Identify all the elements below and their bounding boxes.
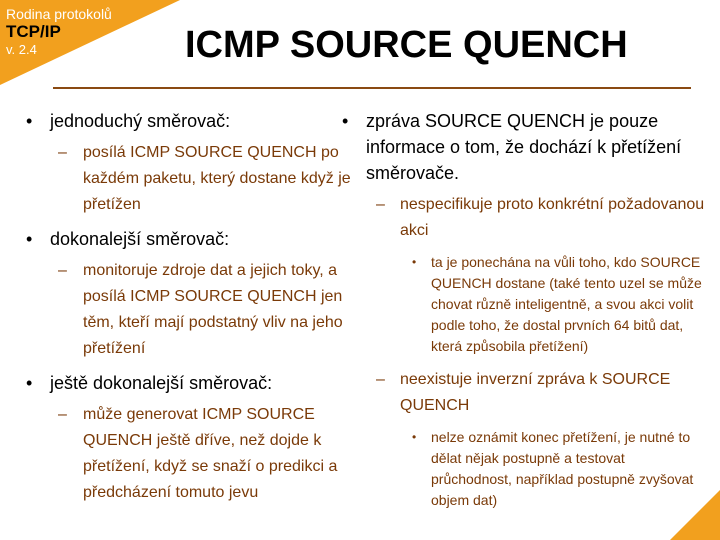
- dash-marker: –: [58, 144, 67, 161]
- sub-bullet-text: posílá ICMP SOURCE QUENCH po každém paketu, který dostane když je přetížen: [83, 144, 351, 213]
- sub-bullet: [22, 140, 362, 218]
- bullet-simple-router: [22, 108, 362, 134]
- dash-marker: –: [376, 371, 385, 388]
- sub-sub-bullet-text: ta je ponechána na vůli toho, kdo SOURCE QUENCH dostane (také tento uzel se může chovat různě inteligentně, a svou akci volit podle toho, že dostal prvních 64 bitů dat, která způsobila přetížení): [431, 254, 702, 354]
- sub-sub-bullet: [338, 252, 708, 357]
- slide-title: ICMP SOURCE QUENCH: [185, 24, 628, 66]
- sub-bullet: [338, 192, 708, 244]
- sub-sub-bullet-text: nelze oznámit konec přetížení, je nutné to dělat nějak postupně a testovat průchodnost, například postupně zvyšovat objem dat): [431, 429, 694, 508]
- bullet-marker: •: [412, 430, 417, 444]
- bullet-better-router: [22, 226, 362, 252]
- topic-label: TCP/IP: [6, 22, 61, 41]
- sub-bullet: [22, 258, 362, 362]
- bullet-marker: •: [26, 229, 33, 249]
- bullet-text: jednoduchý směrovač:: [50, 111, 231, 131]
- bullet-source-quench-message: [338, 108, 708, 186]
- sub-sub-bullet: [338, 427, 708, 511]
- bullet-text: ještě dokonalejší směrovač:: [50, 373, 273, 393]
- version-label: v. 2.4: [6, 42, 37, 57]
- bullet-marker: •: [26, 373, 33, 393]
- sub-bullet: [22, 402, 362, 506]
- sub-bullet-text: může generovat ICMP SOURCE QUENCH ještě dříve, než dojde k přetížení, když se snaží o predikci a předcházení tomuto jevu: [83, 406, 338, 501]
- bullet-text: dokonalejší směrovač:: [50, 229, 230, 249]
- sub-bullet-text: neexistuje inverzní zpráva k SOURCE QUENCH: [400, 371, 671, 414]
- title-divider: [53, 87, 691, 89]
- bullet-text: zpráva SOURCE QUENCH je pouze informace o tom, že dochází k přetížení směrovače.: [366, 111, 682, 183]
- dash-marker: –: [58, 262, 67, 279]
- sub-bullet-text: nespecifikuje proto konkrétní požadovanou akci: [400, 196, 705, 239]
- bullet-marker: •: [26, 111, 33, 131]
- sub-bullet: [338, 367, 708, 419]
- dash-marker: –: [58, 406, 67, 423]
- left-column: [22, 108, 362, 514]
- right-column: [338, 108, 708, 521]
- series-label: Rodina protokolů: [6, 6, 112, 22]
- bullet-marker: •: [412, 255, 417, 269]
- bullet-marker: •: [342, 111, 349, 131]
- dash-marker: –: [376, 196, 385, 213]
- sub-bullet-text: monitoruje zdroje dat a jejich toky, a posílá ICMP SOURCE QUENCH jen těm, kteří mají podstatný vliv na jeho přetížení: [83, 262, 343, 357]
- bullet-best-router: [22, 370, 362, 396]
